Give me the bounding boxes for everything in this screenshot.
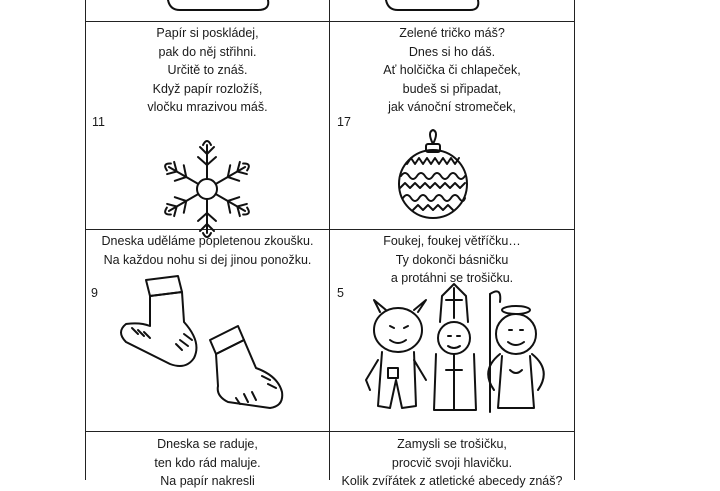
card-ornament xyxy=(330,22,574,229)
card-thinking xyxy=(330,432,574,488)
poem-line: Určitě to znáš. xyxy=(167,63,248,77)
poem-line: Zelené tričko máš? xyxy=(399,26,505,40)
poem-line: Foukej, foukej větříčku… xyxy=(383,234,521,248)
poem-line: pak do něj střihni. xyxy=(158,44,257,59)
partial-drawing-top-right xyxy=(0,0,720,22)
poem-line: Na papír nakresli xyxy=(160,474,255,488)
poem-line: Ty dokonči básničku xyxy=(395,252,509,267)
poem-text xyxy=(330,435,574,491)
poem-line: a protáhni se trošičku. xyxy=(390,271,514,285)
poem-line: Dneska uděláme popletenou zkoušku. xyxy=(101,234,314,248)
card-number: 5 xyxy=(337,286,344,300)
christmas-ornament-icon xyxy=(330,22,574,229)
poem-line: ten kdo rád maluje. xyxy=(154,455,261,470)
poem-line: Ať holčička či chlapeček, xyxy=(383,63,521,77)
poem-line: vločku mrazivou máš. xyxy=(147,100,268,114)
snowflake-icon xyxy=(86,22,329,229)
poem-line: Když papír rozložíš, xyxy=(152,81,263,96)
grid-line-vertical-right xyxy=(574,0,575,480)
poem-line: jak vánoční stromeček, xyxy=(388,100,516,114)
poem-text xyxy=(86,435,329,491)
card-snowflake xyxy=(86,22,329,229)
poem-line: Dnes si ho dáš. xyxy=(408,44,496,59)
card-number: 11 xyxy=(92,115,105,129)
poem-line: Dneska se raduje, xyxy=(157,437,258,451)
poem-line: Kolik zvířátek z atletické abecedy znáš? xyxy=(341,474,563,488)
card-number: 17 xyxy=(337,115,351,129)
card-mikulas xyxy=(330,230,574,431)
card-socks xyxy=(86,230,329,431)
poem-line: budeš si připadat, xyxy=(402,81,502,96)
socks-icon xyxy=(86,230,329,431)
poem-line: Na každou nohu si dej jinou ponožku. xyxy=(103,252,312,267)
poem-line: Papír si poskládej, xyxy=(156,26,259,40)
poem-line: procvič svoji hlavičku. xyxy=(391,455,513,470)
devil-bishop-angel-icon xyxy=(330,230,574,431)
poem-line: Zamysli se trošičku, xyxy=(397,437,507,451)
card-number: 9 xyxy=(91,286,98,300)
card-painting xyxy=(86,432,329,488)
